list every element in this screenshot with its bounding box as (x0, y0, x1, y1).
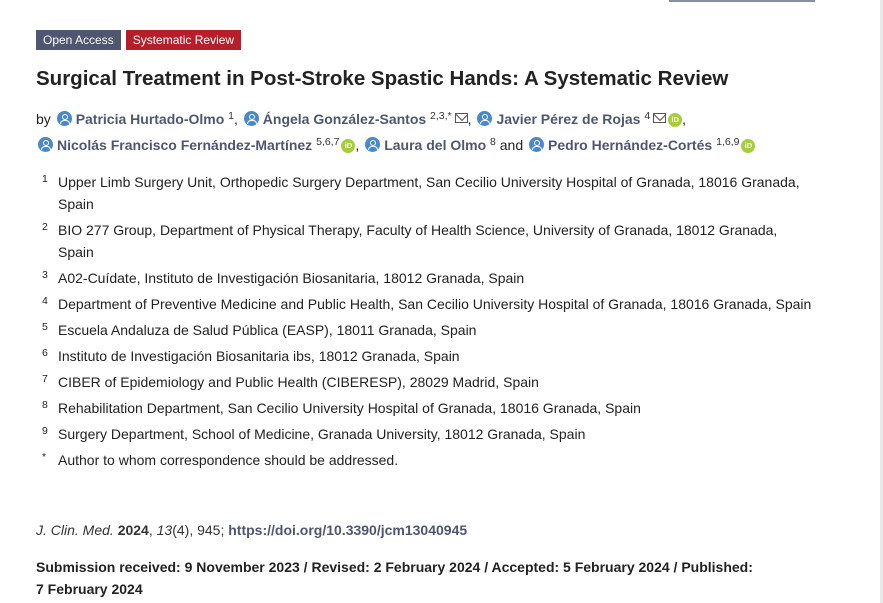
author-affiliation-sup: 2,3,* (430, 110, 452, 122)
affiliation-item (36, 319, 816, 341)
open-access-badge[interactable]: Open Access (36, 30, 121, 50)
affiliation-number: 6 (42, 347, 48, 359)
affiliation-item (36, 423, 816, 445)
person-icon[interactable] (38, 137, 53, 152)
publication-dates: Submission received: 9 November 2023 / Revised: 2 February 2024 / Accepted: 5 February 2024 / Published: 7 February 2024 (36, 559, 753, 597)
orcid-icon[interactable]: iD (668, 113, 682, 127)
author-name[interactable]: Laura del Olmo (384, 137, 487, 153)
affiliation-item (36, 397, 816, 419)
doi-link[interactable]: https://doi.org/10.3390/jcm13040945 (228, 522, 468, 538)
affiliation-number: 7 (42, 373, 48, 385)
citation-volume: 13 (156, 522, 173, 538)
affiliation-text: BIO 277 Group, Department of Physical Therapy, Faculty of Health Science, University of Granada, 18012 Granada, Spain (58, 222, 778, 260)
mail-icon[interactable] (455, 113, 468, 123)
author-affiliation-sup: 5,6,7 (316, 136, 340, 148)
affiliation-item (36, 449, 816, 471)
affiliation-item (36, 293, 816, 315)
author-separator: and (499, 137, 524, 153)
author-name[interactable]: Javier Pérez de Rojas (496, 111, 641, 127)
affiliation-text: A02-Cuídate, Instituto de Investigación Biosanitaria, 18012 Granada, Spain (58, 270, 525, 286)
affiliation-item (36, 267, 816, 289)
author-separator: , (467, 111, 472, 127)
author-separator: , (682, 111, 687, 127)
person-icon[interactable] (244, 111, 259, 126)
citation: J. Clin. Med. 2024, 13(4), 945; https://doi.org/10.3390/jcm13040945 (36, 522, 468, 538)
affiliation-number: 9 (42, 425, 48, 437)
authors-line-2 (36, 131, 866, 157)
affiliation-number: 3 (42, 269, 48, 281)
affiliation-number: 2 (42, 221, 48, 233)
affiliation-text: Author to whom correspondence should be addressed. (58, 452, 399, 468)
orcid-icon[interactable]: iD (741, 139, 755, 153)
person-icon[interactable] (529, 137, 544, 152)
author-name[interactable]: Patricia Hurtado-Olmo (75, 111, 225, 127)
authors-prefix: by (36, 111, 51, 127)
affiliations-list (36, 171, 816, 475)
author-item (242, 111, 468, 127)
journal-name: J. Clin. Med. (36, 522, 114, 538)
author-separator: , (234, 111, 238, 127)
mail-icon[interactable] (653, 113, 666, 123)
citation-year: 2024 (117, 522, 149, 538)
person-icon[interactable] (57, 111, 72, 126)
author-affiliation-sup: 8 (490, 136, 496, 148)
author-item (475, 111, 682, 127)
affiliation-number: 8 (42, 399, 48, 411)
author-name[interactable]: Pedro Hernández-Cortés (548, 137, 713, 153)
person-icon[interactable] (365, 137, 380, 152)
person-icon[interactable] (477, 111, 492, 126)
affiliation-text: Rehabilitation Department, San Cecilio University Hospital of Granada, 18016 Granada, Spain (58, 400, 641, 416)
affiliation-text: CIBER of Epidemiology and Public Health (CIBERESP), 28029 Madrid, Spain (58, 374, 539, 390)
affiliation-number: 4 (42, 295, 48, 307)
affiliation-item (36, 171, 816, 215)
affiliation-item (36, 219, 816, 263)
affiliation-number: 5 (42, 321, 48, 333)
author-name[interactable]: Ángela González-Santos (262, 111, 427, 127)
affiliation-number: * (42, 451, 47, 463)
author-separator: , (355, 137, 360, 153)
authors-line-1 (36, 105, 866, 131)
author-affiliation-sup: 1 (228, 110, 235, 122)
authors-list (36, 105, 866, 157)
author-affiliation-sup: 1,6,9 (716, 136, 740, 148)
orcid-icon[interactable]: iD (341, 139, 355, 153)
author-item (363, 137, 496, 153)
citation-issue-pages: (4), 945; (172, 522, 225, 538)
affiliation-text: Escuela Andaluza de Salud Pública (EASP), 18011 Granada, Spain (58, 322, 477, 338)
affiliation-number: 1 (42, 173, 48, 185)
affiliation-text: Instituto de Investigación Biosanitaria ibs, 18012 Granada, Spain (58, 348, 460, 364)
article-type-badge[interactable]: Systematic Review (126, 30, 241, 50)
author-item (527, 137, 755, 153)
top-divider (669, 0, 815, 2)
author-item (55, 111, 234, 127)
author-item (36, 137, 355, 153)
affiliation-text: Department of Preventive Medicine and Public Health, San Cecilio University Hospital of Granada, 18016 Granada, Spain (58, 296, 812, 312)
affiliation-text: Surgery Department, School of Medicine, Granada University, 18012 Granada, Spain (58, 426, 586, 442)
badges (36, 30, 241, 50)
affiliation-item (36, 345, 816, 367)
author-affiliation-sup: 4 (644, 110, 651, 122)
author-name[interactable]: Nicolás Francisco Fernández-Martínez (57, 137, 313, 153)
article-title: Surgical Treatment in Post-Stroke Spastic Hands: A Systematic Review (36, 67, 729, 90)
affiliation-text: Upper Limb Surgery Unit, Orthopedic Surgery Department, San Cecilio University Hospital of Granada, 18016 Granada, Spain (58, 174, 800, 212)
affiliation-item (36, 371, 816, 393)
